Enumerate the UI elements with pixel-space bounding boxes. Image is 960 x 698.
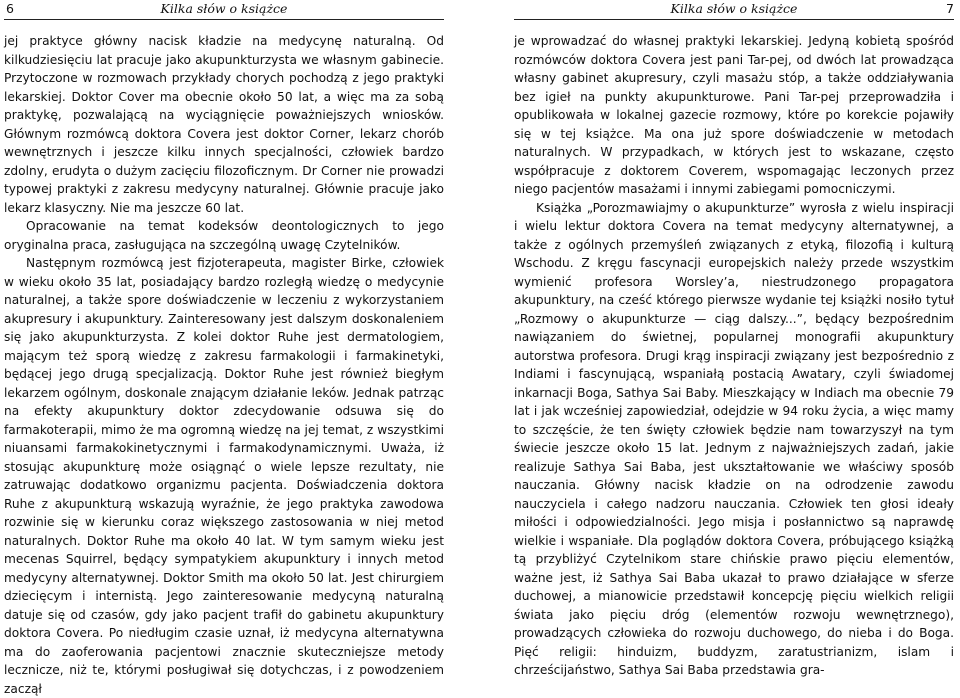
page-body	[514, 32, 954, 680]
page-number: 6	[6, 1, 14, 16]
running-head-title: Kilka słów o książce	[670, 1, 798, 16]
paragraph: Opracowanie na temat kodeksów deontologicznych to jego oryginalna praca, zasługująca na szczególną uwagę Czytelników.	[4, 219, 444, 252]
paragraph: Książka „Porozmawiajmy o akupunkturze” wyrosła z wielu inspiracji i wielu lektur doktora Covera na temat medycyny alternatywnej, a także z ogólnych przemyśleń związanych z etyką, filozofią i kulturą Wschodu. Z kręgu fascynacji europejskich należy przede wszystkim wymienić profesora Worsley’a, niestrudzonego propagatora akupunktury, na cześć którego pierwsze wydanie tej książki nosiło tytuł „Rozmowy o akupunkturze — ciąg dalszy...”, będący bezpośrednim nawiązaniem do świetnej, popularnej monografii akupunktury autorstwa profesora. Drugi krąg inspiracji związany jest bezpośrednio z Indiami i fascynującą, wspaniałą postacią Awatary, czyli świadomej inkarnacji Boga, Sathya Sai Baby. Mieszkający w Indiach ma obecnie 79 lat i jak wcześniej zapowiedział, odejdzie w 94 roku życia, a więc mamy to szczęście, że ten święty człowiek będzie nam towarzyszył na tym świecie jeszcze około 15 lat. Jednym z najważniejszych zadań, jakie realizuje Sathya Sai Baba, jest ukształtowanie we właściwy sposób nauczania. Główny nacisk kładzie on na odrodzenie zawodu nauczyciela i całego nadzoru nauczania. Człowiek ten głosi ideały miłości i odpowiedzialności. Jego misja i posłannictwo są naprawdę wielkie i wspaniałe. Dla poglądów doktora Covera, próbującego książką tą przybliżyć Czytelnikom stare chińskie prawo pięciu elementów, ważne jest, iż Sathya Sai Baba ukazał to prawo działające w sferze duchowej, a mianowicie przedstawił koncepcję pięciu wielkich religii świata jako pięciu dróg (elementów rozwoju wewnętrznego), prowadzących człowieka do rozwoju duchowego, do nieba i do Boga. Pięć religii: hinduizm, buddyzm, zaratustrianizm, islam i chrześcijaństwo, Sathya Sai Baba przedstawia gra-	[514, 200, 954, 677]
paragraph: Następnym rozmówcą jest fizjoterapeuta, magister Birke, człowiek w wieku około 35 lat, posiadający bardzo rozległą wiedzę o medycynie naturalnej, a także spore doświadczenie w leczeniu z wykorzystaniem akupresury i akupunktury. Zainteresowany jest dalszym doskonaleniem się jako akupunkturzysta. Z kolei doktor Ruhe jest dermatologiem, mającym też sporą wiedzę z zakresu farmakologii i farmakinetyki, będącej jego drugą specjalizacją. Doktor Ruhe jest również biegłym lekarzem ogólnym, doskonale znającym działanie leków. Jednak patrząc na efekty akupunktury doktor zdecydowanie odsuwa się do farmakoterapii, mimo że ma ogromną wiedzę na jej temat, z wszystkimi niuansami farmakokinetycznymi i farmakodynamicznymi. Uważa, iż stosując akupunkturę może osiągnąć o wiele lepsze rezultaty, nie zatruwając dodatkowo organizmu pacjenta. Doświadczenia doktora Ruhe z akupunkturą wskazują wyraźnie, że jego praktyka zawodowa rozwinie się w kierunku coraz większego zastosowania w niej metod naturalnych. Doktor Ruhe ma około 40 lat. W tym samym wieku jest mecenas Squirrel, będący sympatykiem akupunktury i innych metod medycyny alternatywnej. Doktor Smith ma około 50 lat. Jest chirurgiem dziecięcym i internistą. Jego zainteresowanie medycyną naturalną datuje się od czasów, gdy jako pacjent trafił do gabinetu akupunktury doktora Covera. Po niedługim czasie uznał, iż medycyna alternatywna ma do zaoferowania pacjentowi znacznie skuteczniejsze metody lecznicze, niż te, którymi posługiwał się dotychczas, i z powodzeniem zaczął	[4, 256, 444, 696]
running-header	[514, 0, 954, 18]
header-rule	[514, 19, 954, 20]
right-page	[514, 0, 954, 677]
running-head-title: Kilka słów o książce	[160, 1, 288, 16]
paragraph: je wprowadzać do własnej praktyki lekarskiej. Jedyną kobietą spośród rozmówców doktora Covera jest pani Tar-pej, od dwóch lat prowadząca własny gabinet akupresury, czyli masażu stóp, a także oddziaływania bez igieł na punkty akupunkturowe. Pani Tar-pej przeprowadziła i opublikowała w lokalnej gazecie rozmowy, które po korekcie pojawiły się w tej książce. Ma ona już spore doświadczenie w metodach naturalnych. W przypadkach, w których jest to wskazane, często współpracuje z doktorem Coverem, wspomagając leczonych przez niego pacjentów masażami i innymi zabiegami pomocniczymi.	[514, 34, 954, 196]
page-body	[4, 32, 444, 698]
header-rule	[4, 19, 444, 20]
page-number: 7	[946, 1, 954, 16]
left-page	[4, 0, 444, 696]
running-header	[4, 0, 444, 18]
paragraph: jej praktyce główny nacisk kładzie na medycynę naturalną. Od kilkudziesięciu lat pracuje jako akupunkturzysta we własnym gabinecie. Przytoczone w rozmowach przykłady chorych pochodzą z jego praktyki lekarskiej. Doktor Cover ma obecnie około 50 lat, a więc ma za sobą praktykę, pozwalającą na wyciągnięcie poważniejszych wniosków. Głównym rozmówcą doktora Covera jest doktor Corner, lekarz chorób wewnętrznych i jeszcze kilku innych specjalności, człowiek bardzo zdolny, erudyta o dużym zacięciu filozoficznym. Dr Corner nie prowadzi typowej praktyki z zakresu medycyny naturalnej. Głównie pracuje jako lekarz klasyczny. Nie ma jeszcze 60 lat.	[4, 34, 444, 215]
